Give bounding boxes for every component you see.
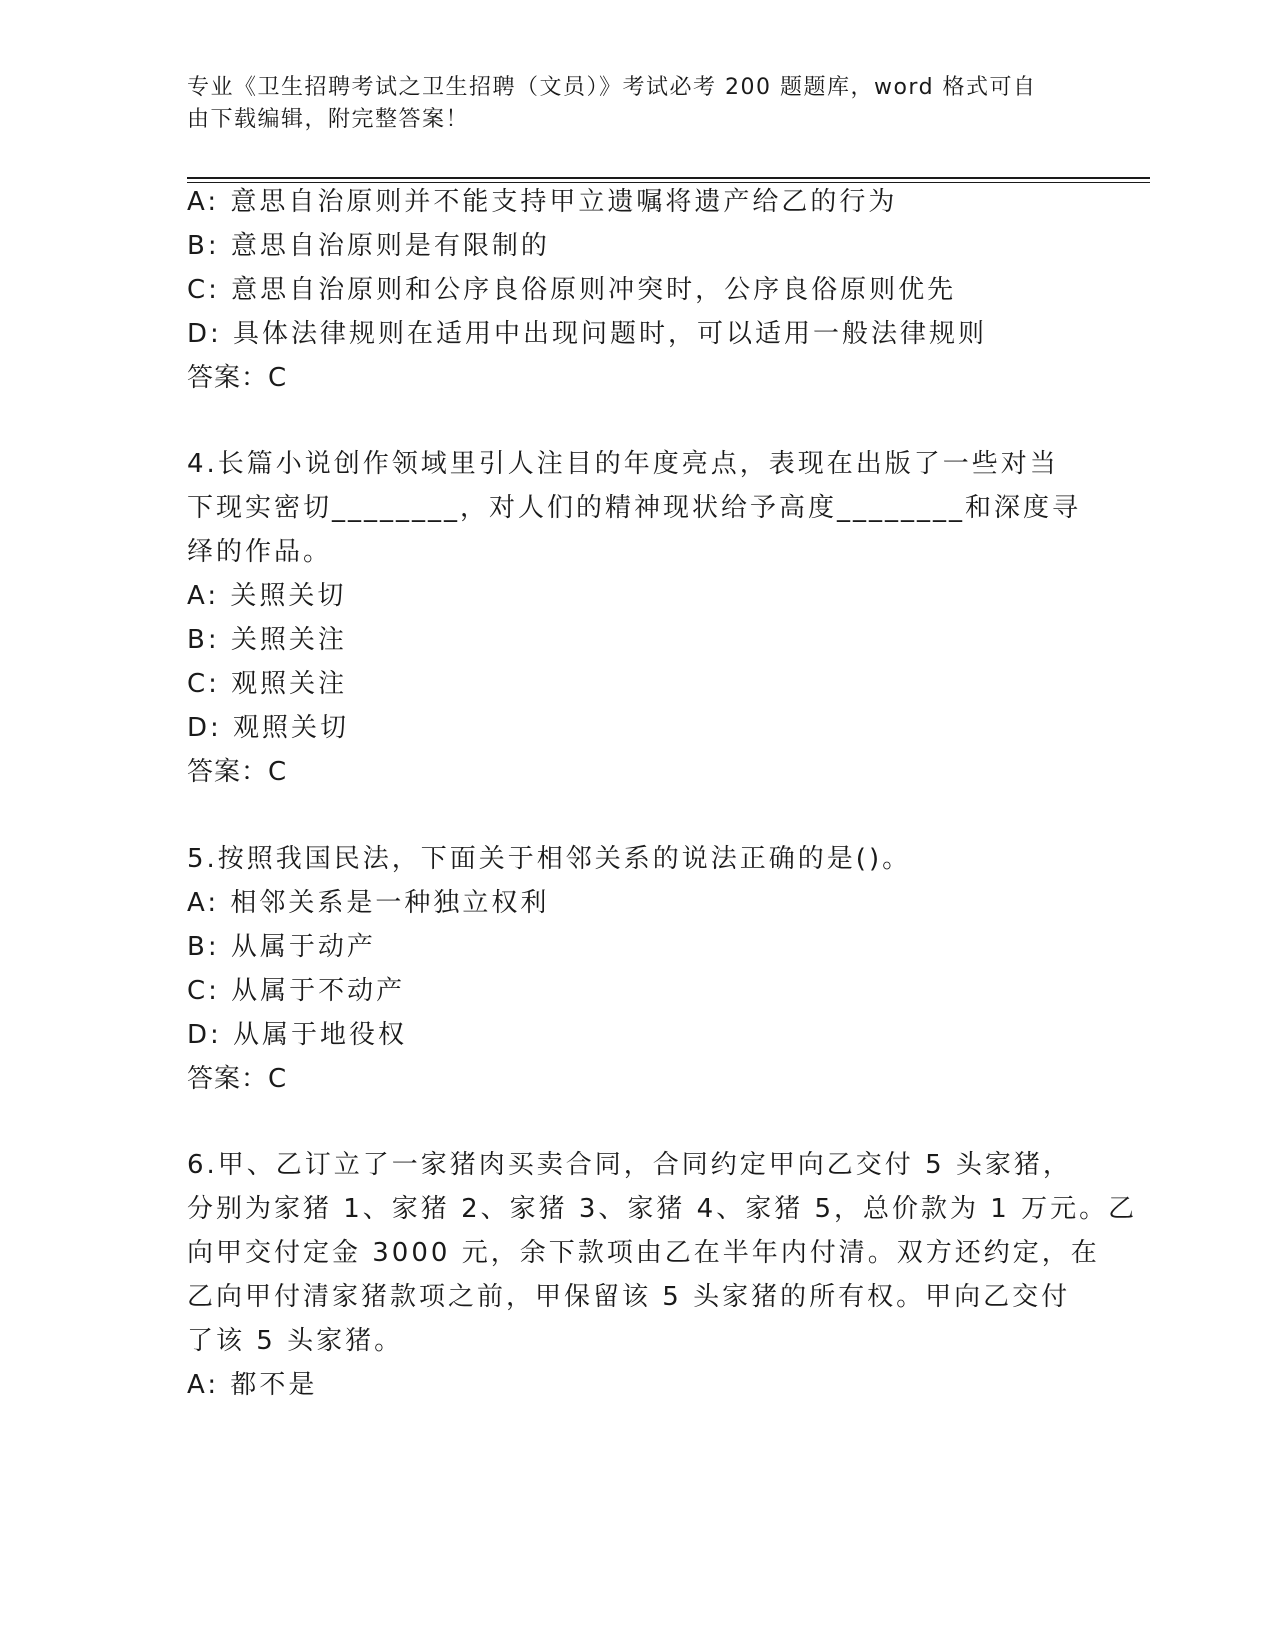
q5-option-d: D: 从属于地役权 [187,1020,408,1050]
q3-option-c: C: 意思自治原则和公序良俗原则冲突时，公序良俗原则优先 [187,275,957,305]
header-divider-thin [187,182,1150,183]
q5-option-b: B: 从属于动产 [187,932,376,962]
q5-answer: 答案：C [187,1064,288,1094]
q6-stem-line-4: 乙向甲付清家猪款项之前，甲保留该 5 头家猪的所有权。甲向乙交付 [187,1282,1071,1312]
q4-stem-line-1: 4.长篇小说创作领域里引人注目的年度亮点，表现在出版了一些对当 [187,449,1059,479]
header-title-line-2: 由下载编辑，附完整答案！ [187,107,470,132]
document-header [187,72,1087,136]
q6-stem-line-3: 向甲交付定金 3000 元，余下款项由乙在半年内付清。双方还约定，在 [187,1238,1100,1268]
header-divider-thick [187,177,1150,179]
q3-option-b: B: 意思自治原则是有限制的 [187,231,550,261]
q5-option-c: C: 从属于不动产 [187,976,406,1006]
q6-stem-line-5: 了该 5 头家猪。 [187,1326,404,1356]
q4-option-d: D: 观照关切 [187,713,350,743]
q4-option-c: C: 观照关注 [187,669,348,699]
q6-option-a: A: 都不是 [187,1370,318,1400]
q3-option-a: A: 意思自治原则并不能支持甲立遗嘱将遗产给乙的行为 [187,187,898,217]
q3-answer: 答案：C [187,363,288,393]
q6-stem-line-1: 6.甲、乙订立了一家猪肉买卖合同，合同约定甲向乙交付 5 头家猪， [187,1150,1072,1180]
q4-stem-line-2: 下现实密切________，对人们的精神现状给予高度________和深度寻 [187,493,1082,523]
q4-answer: 答案：C [187,757,288,787]
header-title-line-1: 专业《卫生招聘考试之卫生招聘（文员）》考试必考 200 题题库，word 格式可自 [187,75,1037,100]
q5-option-a: A: 相邻关系是一种独立权利 [187,888,550,918]
q3-option-d: D: 具体法律规则在适用中出现问题时，可以适用一般法律规则 [187,319,988,349]
q5-stem-line-1: 5.按照我国民法，下面关于相邻关系的说法正确的是()。 [187,844,912,874]
q6-stem-line-2: 分别为家猪 1、家猪 2、家猪 3、家猪 4、家猪 5，总价款为 1 万元。乙 [187,1194,1138,1224]
q4-option-b: B: 关照关注 [187,625,347,655]
q4-stem-line-3: 绎的作品。 [187,537,333,567]
q4-option-a: A: 关照关切 [187,581,347,611]
